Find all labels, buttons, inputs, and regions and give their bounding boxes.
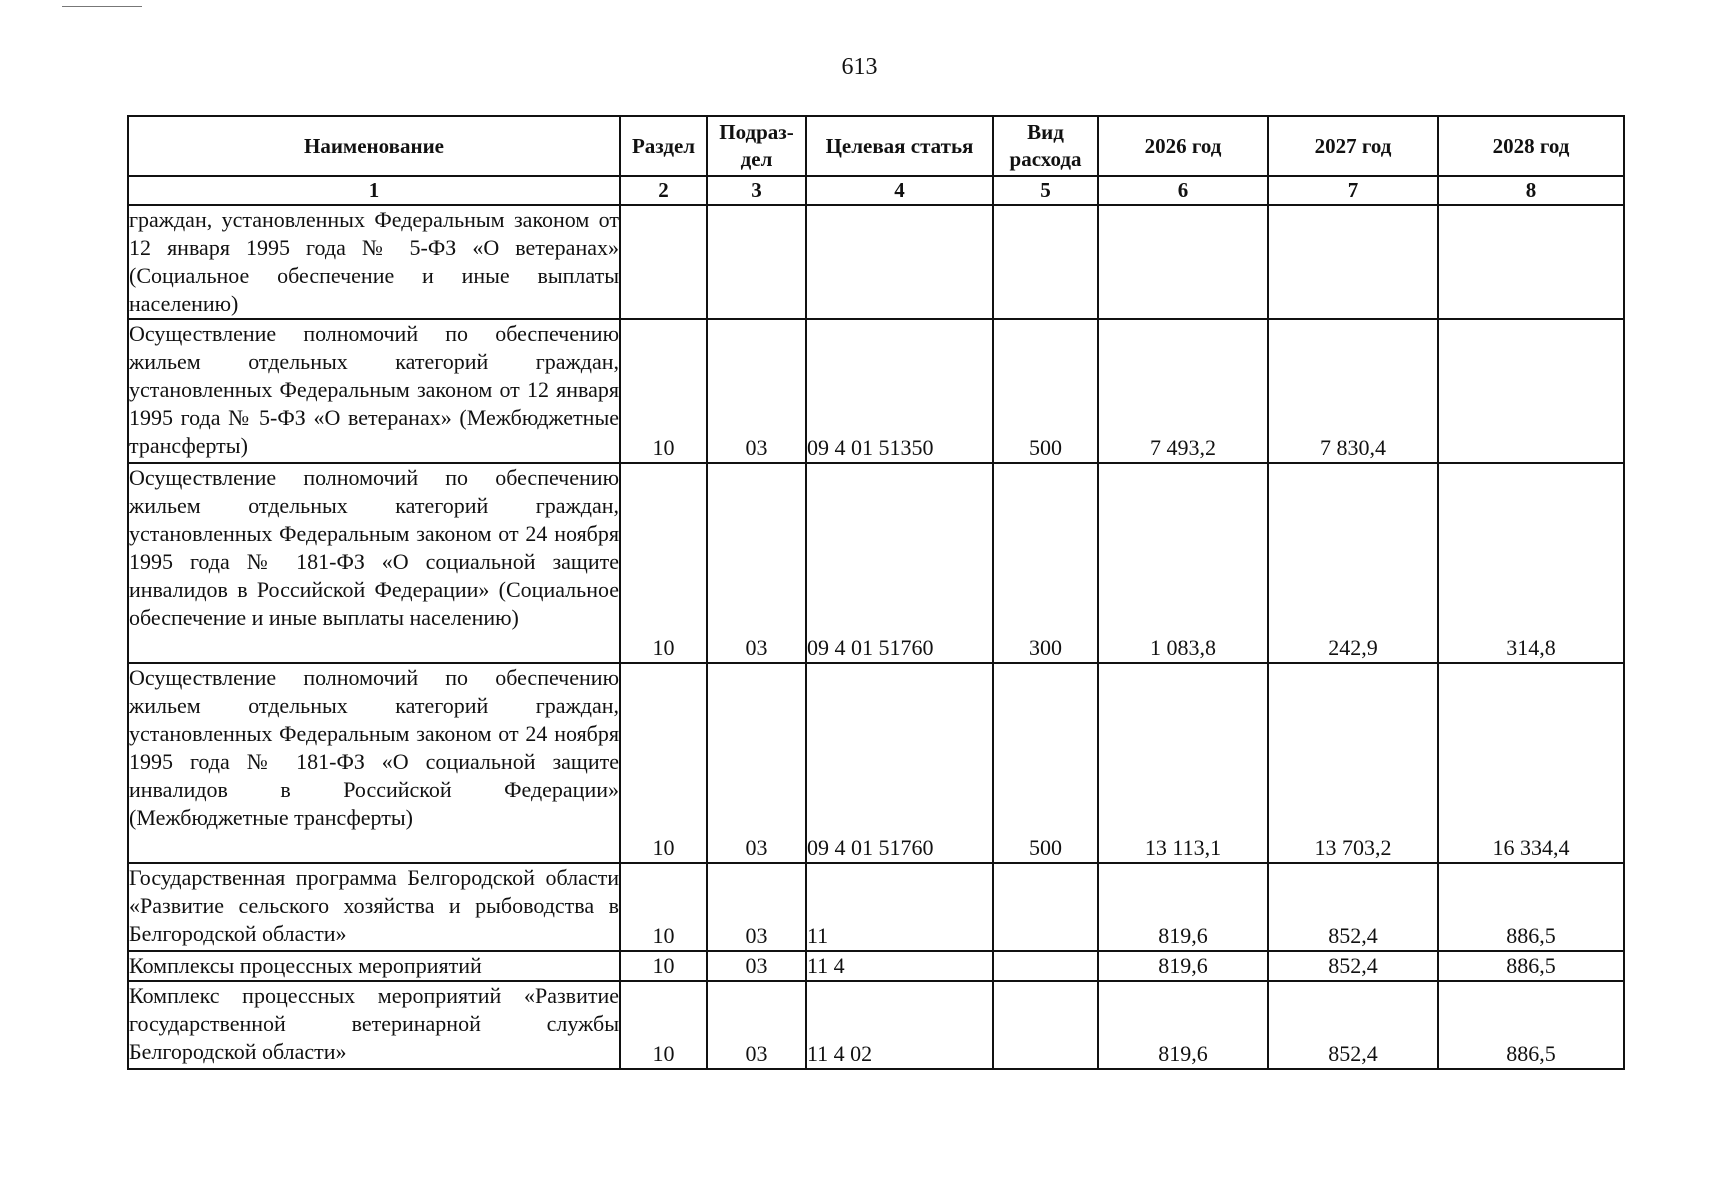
- row-2026: 819,6: [1098, 863, 1268, 951]
- row-vid: [993, 981, 1098, 1069]
- row-target: 09 4 01 51760: [806, 463, 993, 663]
- row-2028: 886,5: [1438, 951, 1624, 981]
- column-header-2028: 2028 год: [1438, 116, 1624, 176]
- row-podrazdel: 03: [707, 951, 806, 981]
- row-2028: [1438, 319, 1624, 463]
- table-row: [128, 981, 1624, 1069]
- row-razdel: 10: [620, 863, 707, 951]
- row-target: 11 4 02: [806, 981, 993, 1069]
- row-2028: 886,5: [1438, 863, 1624, 951]
- row-target: 09 4 01 51760: [806, 663, 993, 863]
- row-2026: 819,6: [1098, 981, 1268, 1069]
- row-vid: 500: [993, 663, 1098, 863]
- column-header-2027: 2027 год: [1268, 116, 1438, 176]
- column-header-name: Наименование: [128, 116, 620, 176]
- column-header-razdel: Раздел: [620, 116, 707, 176]
- column-header-2026: 2026 год: [1098, 116, 1268, 176]
- row-name: Осуществление полномочий по обеспечению жильем отдельных категорий граждан, установленных Федеральным законом от 12 января 1995 года № 5-ФЗ «О ветеранах» (Межбюджетные трансферты): [128, 319, 620, 463]
- table-row: [128, 319, 1624, 463]
- row-2026: 13 113,1: [1098, 663, 1268, 863]
- scan-artifact-line: [62, 6, 142, 7]
- column-header-target: Целевая статья: [806, 116, 993, 176]
- header-row: [128, 116, 1624, 176]
- column-number-row: [128, 176, 1624, 205]
- row-2028: 314,8: [1438, 463, 1624, 663]
- table-row: [128, 205, 1624, 319]
- row-vid: 300: [993, 463, 1098, 663]
- row-razdel: 10: [620, 951, 707, 981]
- row-vid: 500: [993, 319, 1098, 463]
- row-2028: [1438, 205, 1624, 319]
- column-number: 6: [1098, 176, 1268, 205]
- column-header-podrazdel: Подраз-дел: [707, 116, 806, 176]
- row-razdel: [620, 205, 707, 319]
- row-target: 09 4 01 51350: [806, 319, 993, 463]
- row-name: Комплексы процессных мероприятий: [128, 951, 620, 981]
- row-name: Государственная программа Белгородской области «Развитие сельского хозяйства и рыбоводства в Белгородской области»: [128, 863, 620, 951]
- row-razdel: 10: [620, 981, 707, 1069]
- row-2028: 886,5: [1438, 981, 1624, 1069]
- page-number: 613: [841, 54, 878, 80]
- row-2027: 242,9: [1268, 463, 1438, 663]
- row-name: граждан, установленных Федеральным законом от 12 января 1995 года № 5-ФЗ «О ветеранах» (Социальное обеспечение и иные выплаты населению): [128, 205, 620, 319]
- row-target: [806, 205, 993, 319]
- row-name: Осуществление полномочий по обеспечению жильем отдельных категорий граждан, установленных Федеральным законом от 24 ноября 1995 года № 181-ФЗ «О социальной защите инвалидов в Российской Федерации» (Межбюджетные трансферты): [128, 663, 620, 863]
- row-podrazdel: 03: [707, 319, 806, 463]
- column-header-vid: Вид расхода: [993, 116, 1098, 176]
- table-row: [128, 951, 1624, 981]
- row-2026: 1 083,8: [1098, 463, 1268, 663]
- column-number: 7: [1268, 176, 1438, 205]
- row-podrazdel: 03: [707, 981, 806, 1069]
- table-row: [128, 663, 1624, 863]
- row-podrazdel: [707, 205, 806, 319]
- column-number: 8: [1438, 176, 1624, 205]
- table-row: [128, 463, 1624, 663]
- row-2027: [1268, 205, 1438, 319]
- row-2027: 7 830,4: [1268, 319, 1438, 463]
- row-razdel: 10: [620, 319, 707, 463]
- column-number: 2: [620, 176, 707, 205]
- row-2026: 819,6: [1098, 951, 1268, 981]
- row-2027: 852,4: [1268, 981, 1438, 1069]
- row-podrazdel: 03: [707, 463, 806, 663]
- row-name: Осуществление полномочий по обеспечению жильем отдельных категорий граждан, установленных Федеральным законом от 24 ноября 1995 года № 181-ФЗ «О социальной защите инвалидов в Российской Федерации» (Социальное обеспечение и иные выплаты населению): [128, 463, 620, 663]
- row-vid: [993, 205, 1098, 319]
- row-vid: [993, 863, 1098, 951]
- row-podrazdel: 03: [707, 663, 806, 863]
- row-razdel: 10: [620, 463, 707, 663]
- row-2028: 16 334,4: [1438, 663, 1624, 863]
- column-number: 1: [128, 176, 620, 205]
- row-2027: 852,4: [1268, 951, 1438, 981]
- column-number: 5: [993, 176, 1098, 205]
- column-number: 4: [806, 176, 993, 205]
- row-target: 11 4: [806, 951, 993, 981]
- budget-table: [127, 115, 1625, 1070]
- row-razdel: 10: [620, 663, 707, 863]
- row-2027: 13 703,2: [1268, 663, 1438, 863]
- row-name: Комплекс процессных мероприятий «Развитие государственной ветеринарной службы Белгородской области»: [128, 981, 620, 1069]
- row-2026: [1098, 205, 1268, 319]
- column-number: 3: [707, 176, 806, 205]
- table-row: [128, 863, 1624, 951]
- row-target: 11: [806, 863, 993, 951]
- row-podrazdel: 03: [707, 863, 806, 951]
- row-2026: 7 493,2: [1098, 319, 1268, 463]
- row-vid: [993, 951, 1098, 981]
- row-2027: 852,4: [1268, 863, 1438, 951]
